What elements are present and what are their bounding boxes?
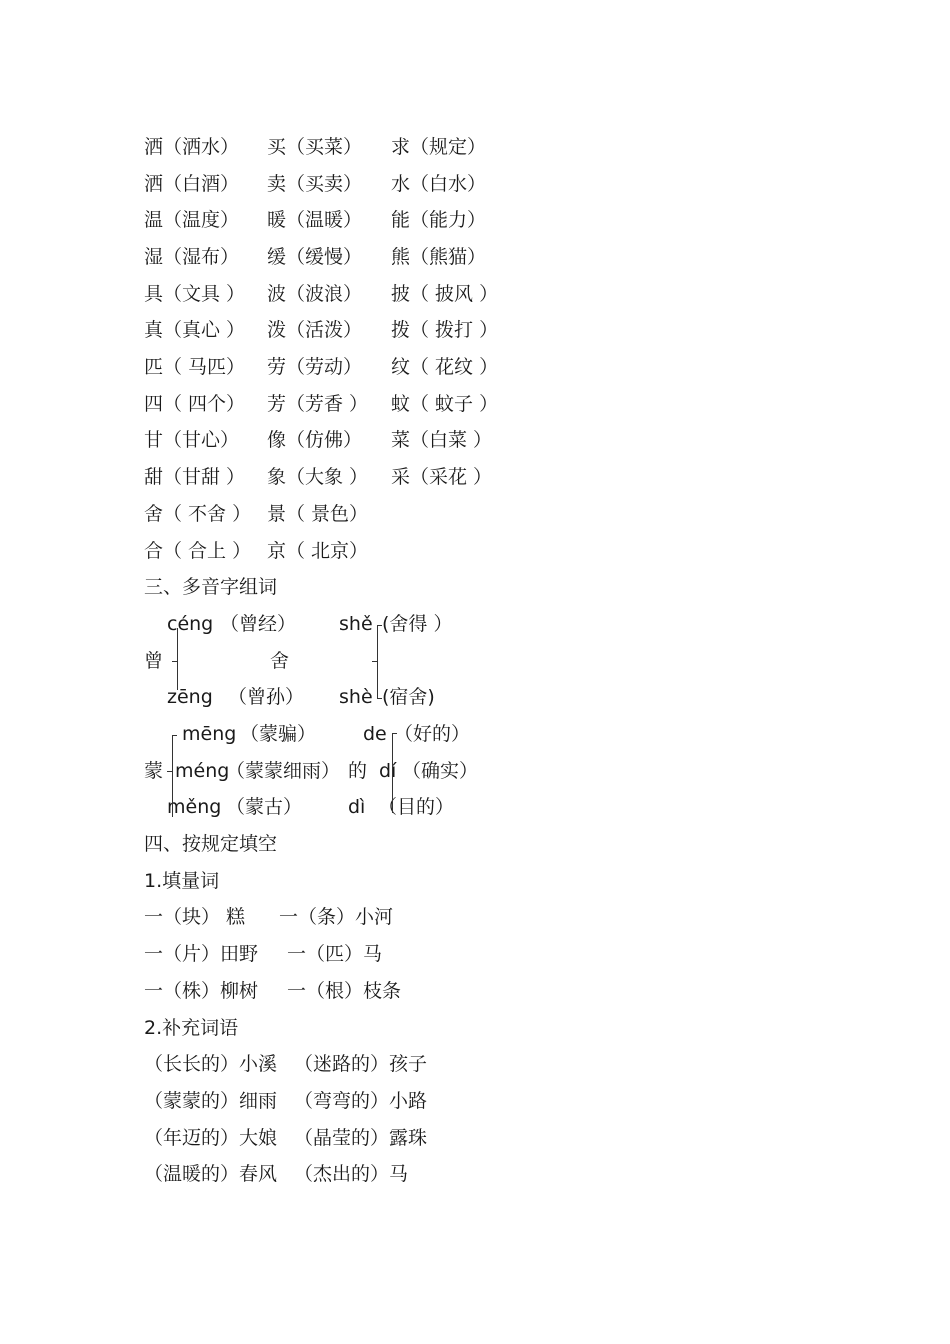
pair-entry: 洒（洒水） xyxy=(144,136,240,158)
pair-entry: 合（ 合上 ） xyxy=(144,540,252,562)
list-item xyxy=(144,941,844,967)
pinyin-label: méng xyxy=(175,760,230,782)
polyphone-char: 曾 xyxy=(144,650,164,672)
bracket-line xyxy=(377,625,378,699)
section-heading: 四、按规定填空 xyxy=(144,833,278,855)
word-entry: （蒙蒙细雨） xyxy=(226,760,341,782)
word-entry: （蒙古） xyxy=(226,796,303,818)
measure-entry: 一（条）小河 xyxy=(279,906,394,928)
phrase-entry: （温暖的）春风 xyxy=(144,1163,278,1185)
bracket-line xyxy=(177,628,178,690)
pair-entry: 匹（ 马匹） xyxy=(144,356,246,378)
pinyin-label: dì xyxy=(348,796,366,818)
list-item xyxy=(144,1088,844,1114)
pair-entry: 熊（熊猫） xyxy=(391,246,487,268)
section-heading: 三、多音字组词 xyxy=(144,576,278,598)
list-item xyxy=(144,354,844,380)
pair-entry: 蚊（ 蚊子 ） xyxy=(391,393,499,415)
bracket-tick xyxy=(167,771,172,772)
list-item xyxy=(144,317,844,343)
bracket-line xyxy=(172,735,173,817)
pair-entry: 拨（ 拨打 ） xyxy=(391,319,499,341)
measure-entry: 一（根）枝条 xyxy=(287,980,402,1002)
pair-entry: 买（买菜） xyxy=(267,136,363,158)
bracket-tick xyxy=(172,735,177,736)
list-item xyxy=(144,281,844,307)
pair-entry: 菜（白菜 ） xyxy=(391,429,493,451)
pair-entry: 纹（ 花纹 ） xyxy=(391,356,499,378)
pinyin-label: céng xyxy=(167,613,214,635)
subsection-heading: 1.填量词 xyxy=(144,870,220,892)
word-entry: （曾经） xyxy=(220,613,297,635)
pair-entry: 披（ 披风 ） xyxy=(391,283,499,305)
pair-entry: 京（ 北京） xyxy=(267,540,369,562)
pair-entry: 水（白水） xyxy=(391,173,487,195)
bracket-tick xyxy=(377,625,382,626)
pair-entry: 象（大象 ） xyxy=(267,466,369,488)
bracket-tick xyxy=(392,733,397,734)
phrase-entry: （年迈的）大娘 xyxy=(144,1127,278,1149)
pair-entry: 求（规定） xyxy=(391,136,487,158)
pair-entry: 洒（白酒） xyxy=(144,173,240,195)
polyphone-char: 舍 xyxy=(270,650,290,672)
pair-entry: 湿（湿布） xyxy=(144,246,240,268)
pair-entry: 具（文具 ） xyxy=(144,283,246,305)
list-item xyxy=(144,501,844,527)
phrase-entry: （弯弯的）小路 xyxy=(294,1090,428,1112)
word-entry: (舍得 ） xyxy=(382,613,453,635)
phrase-entry: （蒙蒙的）细雨 xyxy=(144,1090,278,1112)
list-item xyxy=(144,427,844,453)
measure-entry: 一（块） 糕 xyxy=(144,906,246,928)
list-item xyxy=(144,207,844,233)
list-item xyxy=(144,391,844,417)
word-entry: （蒙骗） xyxy=(240,723,317,745)
list-item xyxy=(144,1161,844,1187)
pair-entry: 波（波浪） xyxy=(267,283,363,305)
measure-entry: 一（片）田野 xyxy=(144,943,259,965)
pair-entry: 甘（甘心） xyxy=(144,429,240,451)
pair-entry: 能（能力） xyxy=(391,209,487,231)
pinyin-label: dí xyxy=(379,760,397,782)
polyphone-char: 的 xyxy=(348,760,368,782)
pair-entry: 温（温度） xyxy=(144,209,240,231)
pair-entry: 四（ 四个） xyxy=(144,393,246,415)
pair-entry: 真（真心 ） xyxy=(144,319,246,341)
word-entry: （目的） xyxy=(378,796,455,818)
pair-entry: 像（仿佛） xyxy=(267,429,363,451)
pinyin-label: zēng xyxy=(167,686,213,708)
pinyin-label: měng xyxy=(167,796,222,818)
phrase-entry: （杰出的）马 xyxy=(294,1163,409,1185)
bracket-line xyxy=(392,733,393,813)
list-item xyxy=(144,244,844,270)
pair-entry: 卖（买卖） xyxy=(267,173,363,195)
pinyin-label: shè xyxy=(339,686,373,708)
pair-entry: 缓（缓慢） xyxy=(267,246,363,268)
list-item xyxy=(144,464,844,490)
bracket-tick xyxy=(172,661,177,662)
pair-entry: 泼（活泼） xyxy=(267,319,363,341)
word-entry: (宿舍) xyxy=(382,686,435,708)
pair-entry: 甜（甘甜 ） xyxy=(144,466,246,488)
pair-entry: 暖（温暖） xyxy=(267,209,363,231)
list-item xyxy=(144,904,844,930)
phrase-entry: （迷路的）孩子 xyxy=(294,1053,428,1075)
list-item xyxy=(144,1125,844,1151)
phrase-entry: （晶莹的）露珠 xyxy=(294,1127,428,1149)
measure-entry: 一（匹）马 xyxy=(287,943,383,965)
list-item xyxy=(144,1051,844,1077)
word-entry: （曾孙） xyxy=(228,686,305,708)
word-entry: （好的） xyxy=(394,723,471,745)
pinyin-label: shě xyxy=(339,613,373,635)
pair-entry: 采（采花 ） xyxy=(391,466,493,488)
pair-entry: 景（ 景色） xyxy=(267,503,369,525)
pair-entry: 劳（劳动） xyxy=(267,356,363,378)
list-item xyxy=(144,538,844,564)
pair-entry: 舍（ 不舍 ） xyxy=(144,503,252,525)
phrase-entry: （长长的）小溪 xyxy=(144,1053,278,1075)
pinyin-label: mēng xyxy=(182,723,237,745)
list-item xyxy=(144,978,844,1004)
bracket-tick xyxy=(377,698,382,699)
polyphone-char: 蒙 xyxy=(144,760,164,782)
pinyin-label: de xyxy=(363,723,387,745)
bracket-tick xyxy=(372,661,377,662)
list-item xyxy=(144,171,844,197)
pair-entry: 芳（芳香 ） xyxy=(267,393,369,415)
subsection-heading: 2.补充词语 xyxy=(144,1017,239,1039)
word-entry: （确实） xyxy=(402,760,479,782)
list-item xyxy=(144,134,844,160)
measure-entry: 一（株）柳树 xyxy=(144,980,259,1002)
